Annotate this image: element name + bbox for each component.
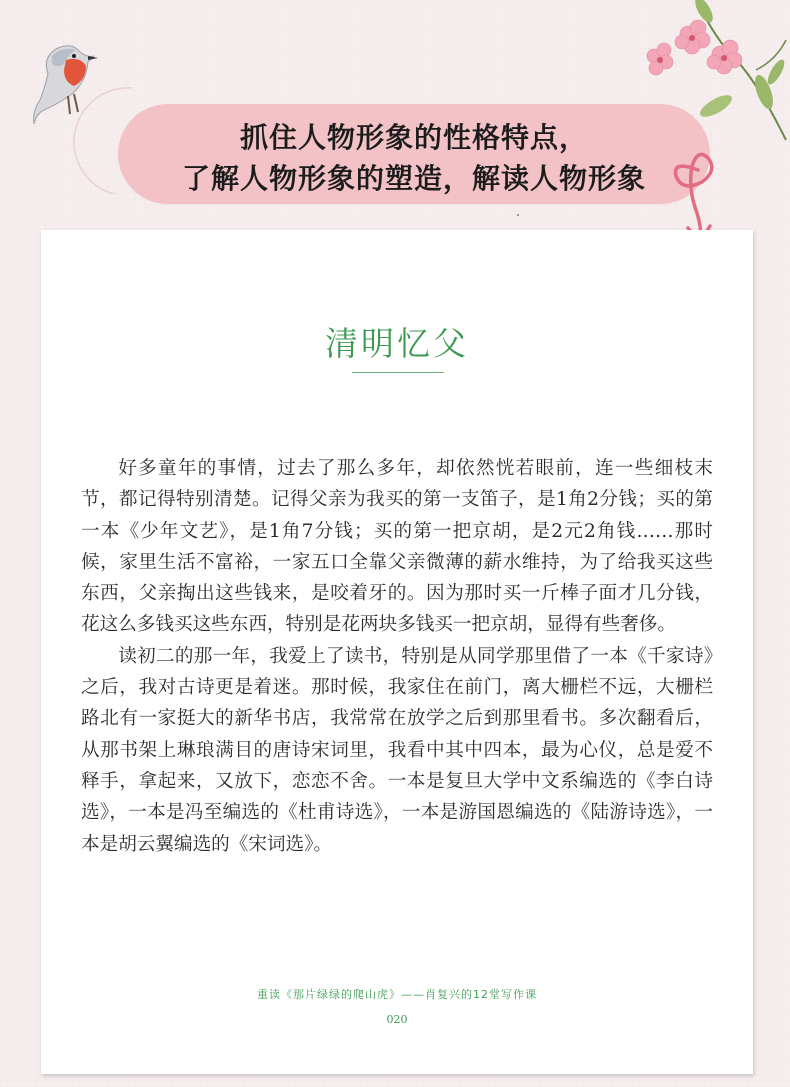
article-body xyxy=(81,453,713,860)
banner-line-2: 了解人物形象的塑造，解读人物形象 xyxy=(181,162,646,195)
page-number: 020 xyxy=(386,1013,408,1026)
paragraph-2: 读初二的那一年，我爱上了读书，特别是从同学那里借了一本《千家诗》之后，我对古诗更是着迷。那时候，我家住在前门，离大栅栏不远，大栅栏路北有一家挺大的新华书店，我常常在放学之后到那里看书。多次翻看后，从那书架上琳琅满目的唐诗宋词里，我看中其中四本，最为心仪，总是爱不释手，拿起来，又放下，恋恋不舍。一本是复旦大学中文系编选的《李白诗选》，一本是冯至编选的《杜甫诗选》，一本是游国恩编选的《陆游诗选》，一本是胡云翼编选的《宋词选》。 xyxy=(81,645,713,855)
book-page xyxy=(41,230,753,1074)
running-footer: 重读《那片绿绿的爬山虎》——肖复兴的12堂写作课 xyxy=(257,988,537,1001)
speck xyxy=(517,214,519,216)
page-title: 清明忆父 xyxy=(325,324,469,363)
paragraph-1: 好多童年的事情，过去了那么多年，却依然恍若眼前，连一些细枝末节，都记得特别清楚。记得父亲为我买的第一支笛子，是1角2分钱；买的第一本《少年文艺》，是1角7分钱；买的第一把京胡，是2元2角钱……那时候，家里生活不富裕，一家五口全靠父亲微薄的薪水维持，为了给我买这些东西，父亲掏出这些钱来，是咬着牙的。因为那时买一斤棒子面才几分钱，花这么多钱买这些东西，特别是花两块多钱买一把京胡，显得有些奢侈。 xyxy=(81,458,713,636)
title-underline xyxy=(352,372,444,373)
heading-banner xyxy=(118,104,710,204)
banner-line-1: 抓住人物形象的性格特点， xyxy=(239,121,588,154)
